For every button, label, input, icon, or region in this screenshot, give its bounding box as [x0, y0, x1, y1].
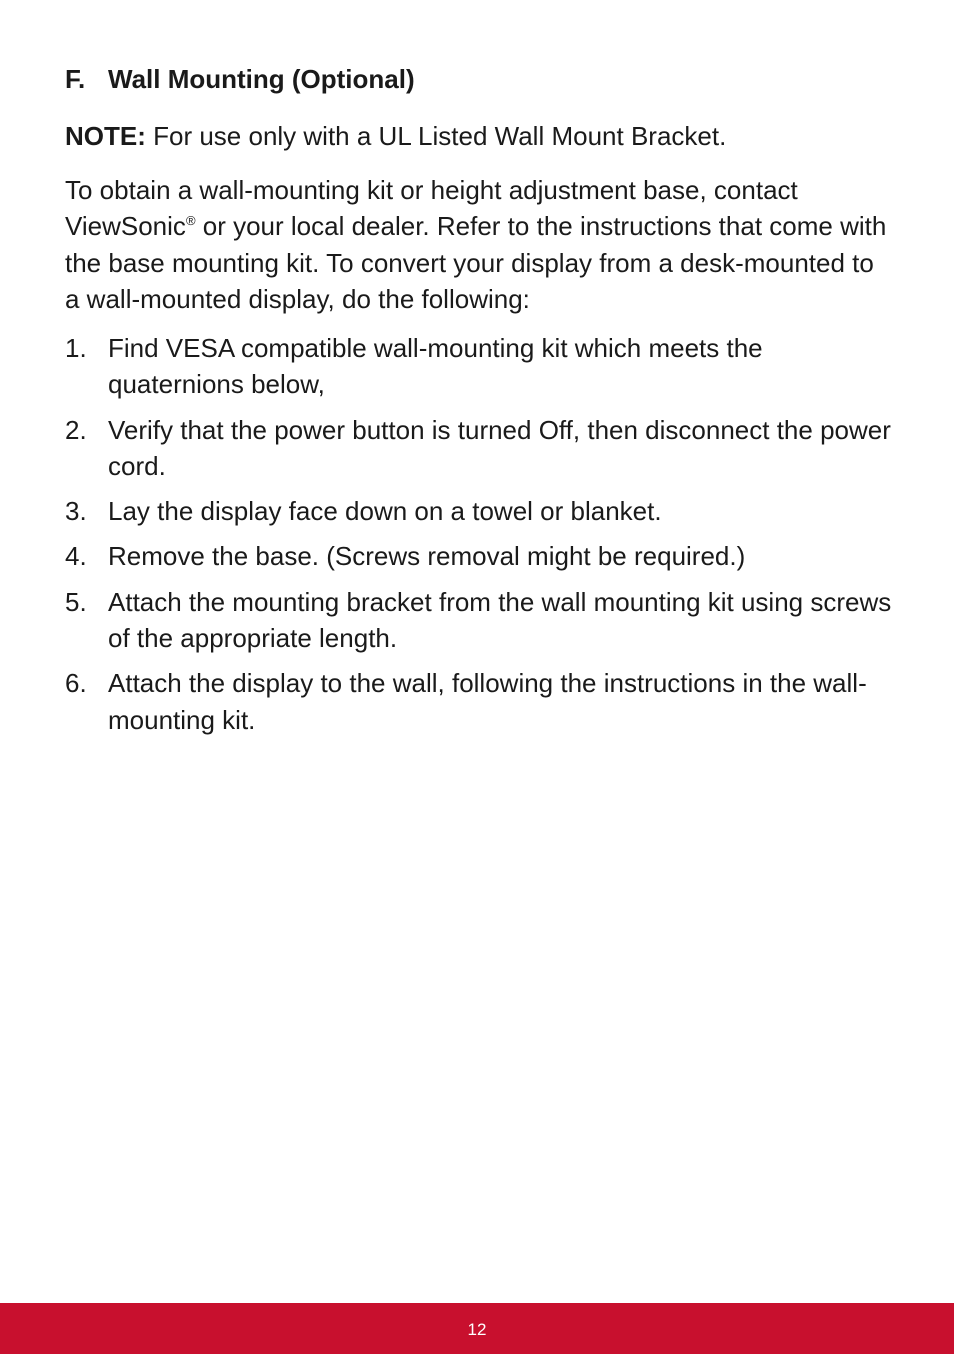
page-number: 12	[467, 1320, 487, 1339]
section-letter: F.	[65, 64, 86, 94]
step-number: 2.	[65, 414, 87, 445]
step-number: 5.	[65, 586, 87, 617]
registered-mark: ®	[185, 213, 196, 229]
step-text: Find VESA compatible wall-mounting kit which meets the quaternions below,	[108, 333, 763, 400]
step-number: 3.	[65, 496, 87, 527]
note-label: NOTE:	[65, 121, 146, 151]
step-number: 1.	[65, 333, 87, 363]
step-text: Attach the mounting bracket from the wall mounting kit using screws of the appropriate length.	[108, 586, 892, 654]
step-item	[65, 412, 895, 485]
footer-bar	[0, 1303, 954, 1354]
intro-text-before: To obtain a wall-mounting kit or height adjustment base, contact ViewSonic	[65, 175, 798, 242]
step-number: 6.	[65, 668, 87, 699]
step-text: Remove the base. (Screws removal might be required.)	[108, 541, 746, 572]
step-number: 4.	[65, 541, 87, 572]
note-text: For use only with a UL Listed Wall Mount Bracket.	[145, 121, 727, 151]
step-item	[65, 665, 895, 738]
note-paragraph	[65, 119, 726, 153]
step-item	[65, 538, 895, 574]
step-item	[65, 330, 895, 403]
section-heading	[65, 62, 415, 96]
intro-paragraph	[65, 172, 895, 317]
step-text: Verify that the power button is turned Off, then disconnect the power cord.	[108, 414, 891, 481]
step-item	[65, 584, 895, 657]
section-title: Wall Mounting (Optional)	[108, 64, 415, 94]
steps-list	[65, 330, 895, 747]
step-text: Lay the display face down on a towel or blanket.	[108, 496, 662, 527]
step-item	[65, 493, 895, 529]
intro-text-after: or your local dealer. Refer to the instructions that come with the base mounting kit. To convert your display from a desk-mounted to a wall-mounted display, do the following:	[65, 211, 887, 314]
step-text: Attach the display to the wall, following the instructions in the wall-mounting kit.	[108, 668, 867, 735]
